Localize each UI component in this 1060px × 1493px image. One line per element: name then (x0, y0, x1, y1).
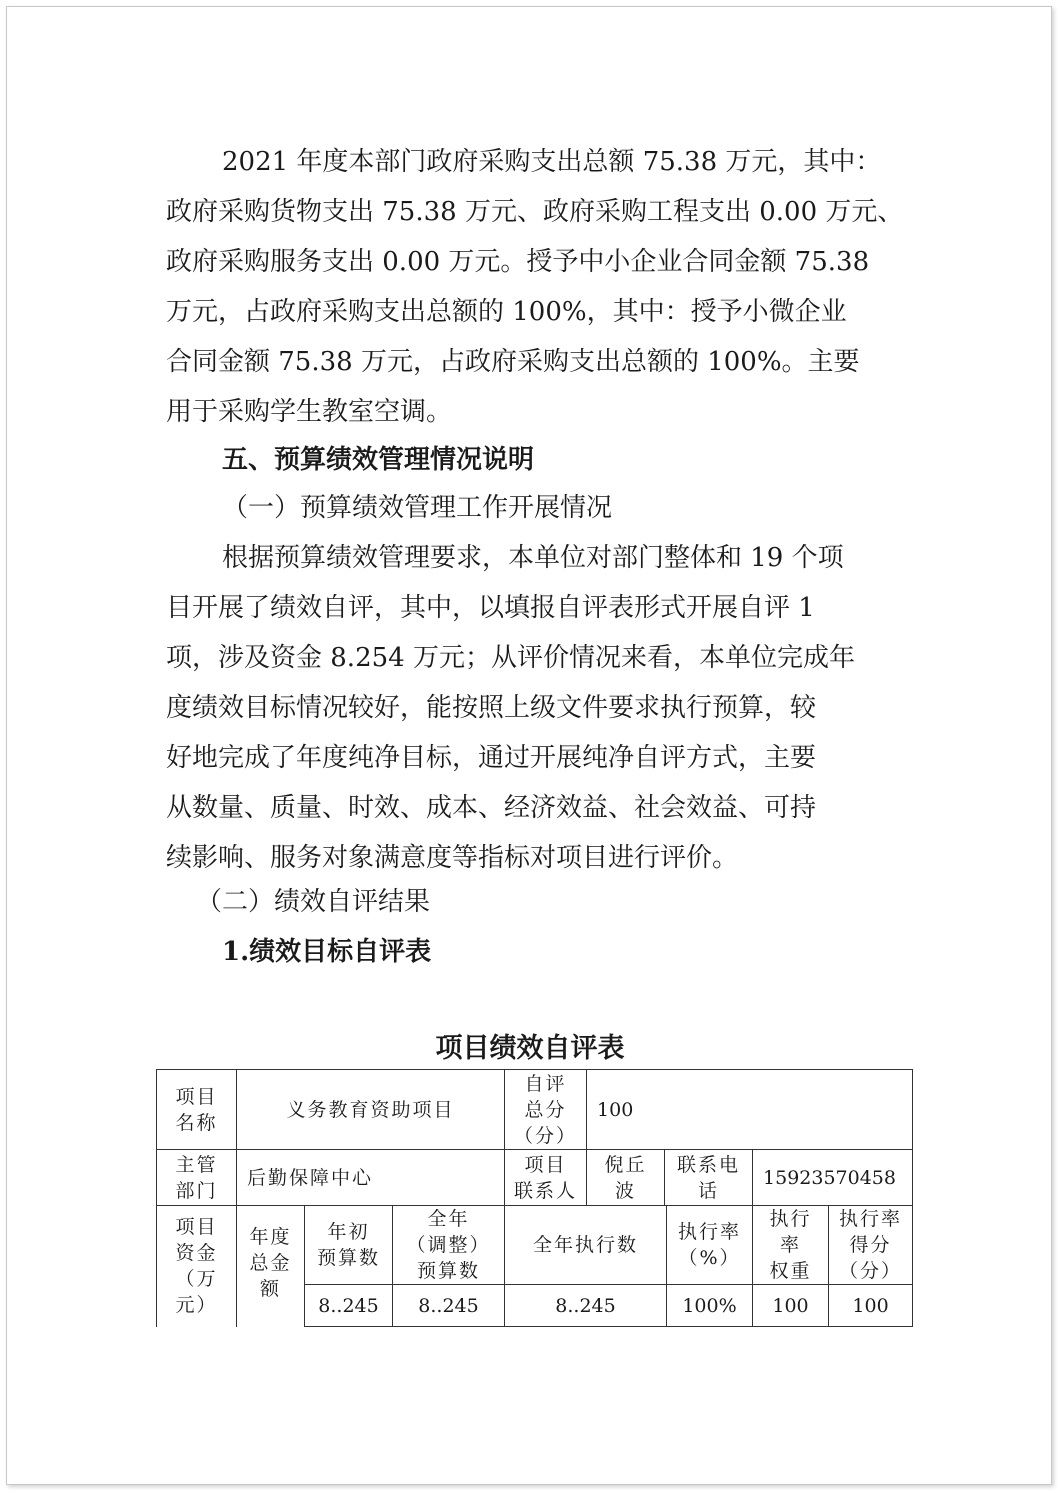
performance-table (156, 1069, 913, 1327)
table-cell: 100 (829, 1285, 913, 1327)
paragraph-line: 政府采购服务支出 0.00 万元。授予中小企业合同金额 75.38 (166, 247, 870, 277)
table-row (157, 1070, 913, 1150)
table-cell: 年初 预算数 (305, 1206, 393, 1285)
paragraph-line: 万元，占政府采购支出总额的 100%，其中：授予小微企业 (166, 297, 847, 327)
table-cell: 后勤保障中心 (237, 1150, 505, 1206)
table-cell: 100% (667, 1285, 753, 1327)
table-cell: 8..245 (305, 1285, 393, 1327)
paragraph-line: 好地完成了年度纯净目标，通过开展纯净自评方式，主要 (166, 743, 817, 773)
table-row (157, 1150, 913, 1206)
table-cell: 全年 （调整） 预算数 (393, 1206, 505, 1285)
paragraph-line: 续影响、服务对象满意度等指标对项目进行评价。 (166, 843, 739, 873)
table-cell: 项目 联系人 (505, 1150, 587, 1206)
table-cell: 执行 率 权重 (753, 1206, 829, 1285)
table-cell: 义务教育资助项目 (237, 1070, 505, 1150)
table-cell: 全年执行数 (505, 1206, 667, 1285)
table-title: 项目绩效自评表 (435, 1033, 625, 1064)
subsection-heading: （二）绩效自评结果 (196, 887, 431, 917)
table-cell: 自评 总分 （分） (505, 1070, 587, 1150)
table-cell: 项目 名称 (157, 1070, 237, 1150)
table-cell: 执行率 得分 （分） (829, 1206, 913, 1285)
subsection-heading: 1.绩效目标自评表 (222, 937, 432, 967)
table-cell: 100 (587, 1070, 913, 1150)
paragraph-line: 度绩效目标情况较好，能按照上级文件要求执行预算，较 (166, 693, 817, 723)
paragraph-line: 2021 年度本部门政府采购支出总额 75.38 万元，其中： (222, 147, 882, 177)
table-cell: 年度 总金 额 (237, 1206, 305, 1327)
table-cell: 执行率 （%） (667, 1206, 753, 1285)
table-cell: 倪丘 波 (587, 1150, 665, 1206)
paragraph-line: 合同金额 75.38 万元，占政府采购支出总额的 100%。主要 (166, 347, 860, 377)
table-cell: 8..245 (393, 1285, 505, 1327)
table-cell: 主管 部门 (157, 1150, 237, 1206)
paragraph-line: 目开展了绩效自评，其中，以填报自评表形式开展自评 1 (166, 593, 815, 623)
paragraph-line: 政府采购货物支出 75.38 万元、政府采购工程支出 0.00 万元、 (166, 197, 904, 227)
paragraph-line: 从数量、质量、时效、成本、经济效益、社会效益、可持 (166, 793, 817, 823)
table-row (157, 1206, 913, 1285)
paragraph-line: 项，涉及资金 8.254 万元；从评价情况来看，本单位完成年 (166, 643, 855, 673)
paragraph-line: 根据预算绩效管理要求，本单位对部门整体和 19 个项 (222, 543, 844, 573)
paragraph-line: 用于采购学生教室空调。 (166, 397, 453, 427)
table-cell: 100 (753, 1285, 829, 1327)
table-cell: 8..245 (505, 1285, 667, 1327)
subsection-heading: （一）预算绩效管理工作开展情况 (222, 493, 613, 523)
section-heading: 五、预算绩效管理情况说明 (222, 445, 535, 475)
table-cell: 项目 资金 （万 元） (157, 1206, 237, 1327)
table-cell: 15923570458 (753, 1150, 913, 1206)
table-cell: 联系电 话 (665, 1150, 753, 1206)
